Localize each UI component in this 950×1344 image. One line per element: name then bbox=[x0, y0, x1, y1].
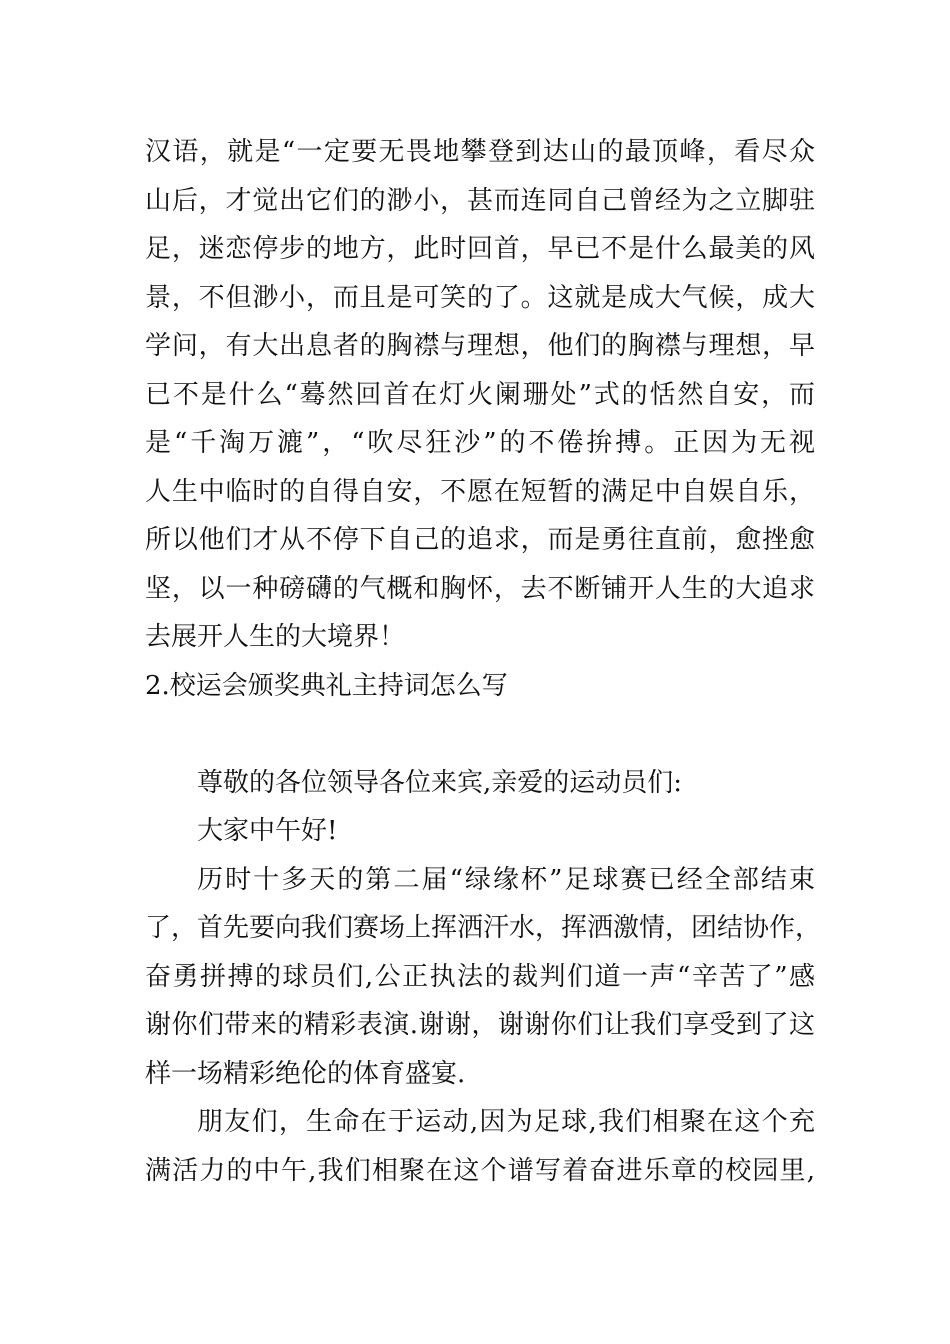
paragraph-thanks bbox=[145, 856, 822, 1099]
blank-line bbox=[145, 710, 815, 759]
document-body bbox=[145, 128, 822, 1195]
text-line: 所以他们才从不停下自己的追求，而是勇往直前，愈挫愈 bbox=[145, 525, 815, 555]
text-line: 历时十多天的第二届“绿缘杯”足球赛已经全部结束 bbox=[197, 864, 815, 895]
text-line: 是“千淘万漉”，“吹尽狂沙”的不倦拚搏。正因为无视 bbox=[145, 428, 815, 458]
text-line: 朋友们，生命在于运动,因为足球,我们相聚在这个充 bbox=[197, 1107, 815, 1137]
text-line: 谢你们带来的精彩表演.谢谢，谢谢你们让我们享受到了这 bbox=[145, 1010, 815, 1040]
text-line: 坚，以一种磅礴的气概和胸怀，去不断铺开人生的大追求 bbox=[145, 573, 815, 604]
text-line: 学问，有大出息者的胸襟与理想，他们的胸襟与理想，早 bbox=[145, 331, 815, 361]
text-line: 足，迷恋停步的地方，此时回首，早已不是什么最美的风 bbox=[145, 234, 815, 264]
text-line: 人生中临时的自得自安，不愿在短暂的满足中自娱自乐， bbox=[145, 476, 815, 507]
greeting: 大家中午好! bbox=[197, 816, 338, 846]
text-line: 奋勇拼搏的球员们,公正执法的裁判们道一声“辛苦了”感 bbox=[145, 961, 815, 992]
text-line: 了，首先要向我们赛场上挥洒汗水，挥洒激情，团结协作， bbox=[145, 913, 822, 943]
text-line: 山后，才觉出它们的渺小，甚而连同自己曾经为之立脚驻 bbox=[145, 185, 815, 216]
paragraph-friends bbox=[145, 1098, 815, 1195]
text-line: 样一场精彩绝伦的体育盛宴. bbox=[145, 1058, 466, 1089]
paragraph-essay-ending bbox=[145, 128, 815, 662]
salutation: 尊敬的各位领导各位来宾,亲爱的运动员们: bbox=[197, 767, 683, 798]
text-line: 汉语，就是“一定要无畏地攀登到达山的最顶峰，看尽众 bbox=[145, 137, 815, 167]
section-heading: 2.校运会颁奖典礼主持词怎么写 bbox=[145, 670, 508, 701]
text-line: 满活力的中午,我们相聚在这个谱写着奋进乐章的校园里, bbox=[145, 1155, 815, 1186]
text-line: 已不是什么“蓦然回首在灯火阑珊处”式的恬然自安，而 bbox=[145, 379, 815, 410]
text-line: 去展开人生的大境界！ bbox=[145, 622, 406, 652]
text-line: 景，不但渺小，而且是可笑的了。这就是成大气候，成大 bbox=[145, 282, 815, 313]
